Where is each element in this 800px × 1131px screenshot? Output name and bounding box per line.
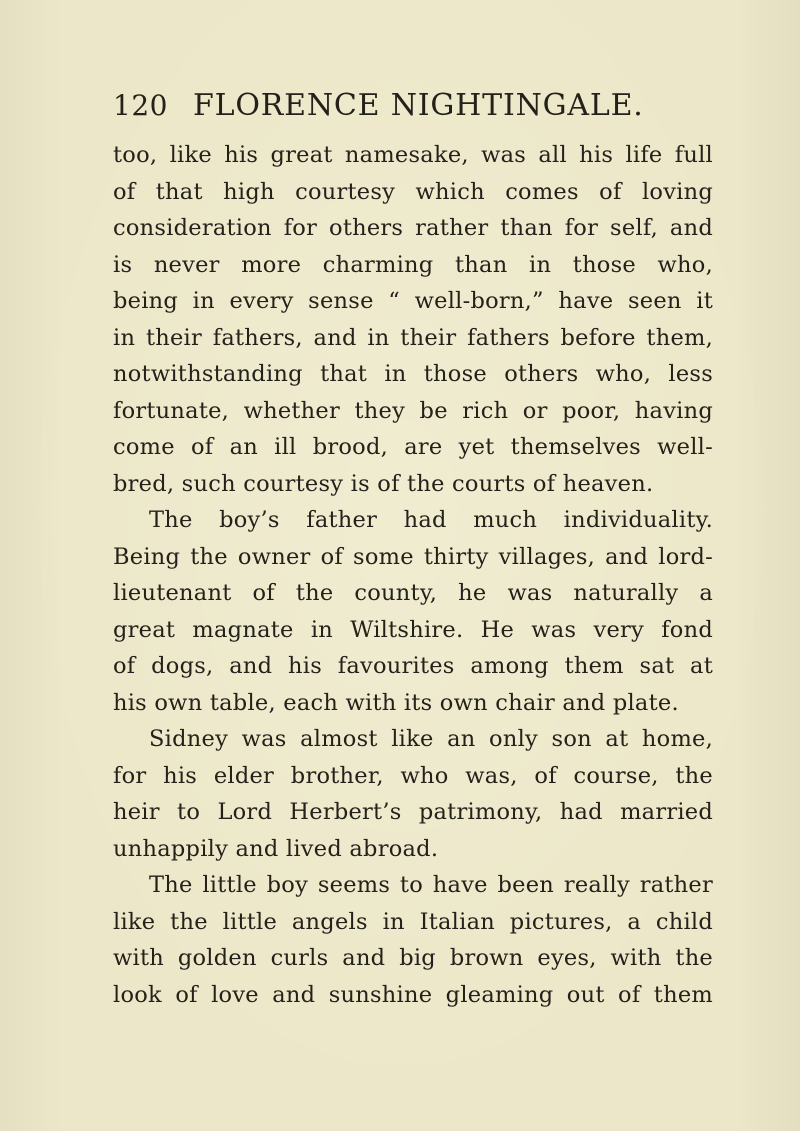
text-line: Sidney was almost like an only son at home, <box>149 726 713 752</box>
text-line: in their fathers, and in their fathers before them, <box>113 324 713 351</box>
running-head-title: FLORENCE NIGHTINGALE. <box>193 88 644 123</box>
text-line: Being the owner of some thirty villages, and lord- <box>113 543 713 570</box>
text-line: unhappily and lived abroad. <box>113 835 439 862</box>
text-line: is never more charming than in those who, <box>113 251 713 278</box>
text-line: notwithstanding that in those others who, less <box>113 361 713 387</box>
text-line: with golden curls and big brown eyes, with the <box>113 945 713 971</box>
page-number: 120 <box>113 89 168 122</box>
text-line: The little boy seems to have been really rather <box>149 872 713 898</box>
text-line: consideration for others rather than for self, and <box>113 215 713 241</box>
text-line: fortunate, whether they be rich or poor, having <box>113 397 713 424</box>
text-line: like the little angels in Italian pictures, a child <box>113 908 713 935</box>
text-line: of that high courtesy which comes of loving <box>113 178 713 205</box>
text-line: too, like his great namesake, was all his life full <box>113 142 713 168</box>
text-line: come of an ill brood, are yet themselves well- <box>113 434 713 460</box>
text-line: The boy’s father had much individuality. <box>149 507 713 533</box>
text-line: his own table, each with its own chair and plate. <box>113 689 679 716</box>
page-header <box>113 86 723 126</box>
body-text <box>113 137 713 1013</box>
text-line: great magnate in Wiltshire. He was very fond <box>113 616 713 643</box>
text-line: lieutenant of the county, he was naturally a <box>113 580 713 606</box>
text-line: for his elder brother, who was, of course, the <box>113 762 713 789</box>
text-line: being in every sense “ well-born,” have seen it <box>113 288 713 314</box>
text-line: look of love and sunshine gleaming out of them <box>113 981 713 1008</box>
text-line: heir to Lord Herbert’s patrimony, had married <box>113 799 713 825</box>
text-line: of dogs, and his favourites among them sat at <box>113 653 713 679</box>
text-line: bred, such courtesy is of the courts of heaven. <box>113 470 654 497</box>
